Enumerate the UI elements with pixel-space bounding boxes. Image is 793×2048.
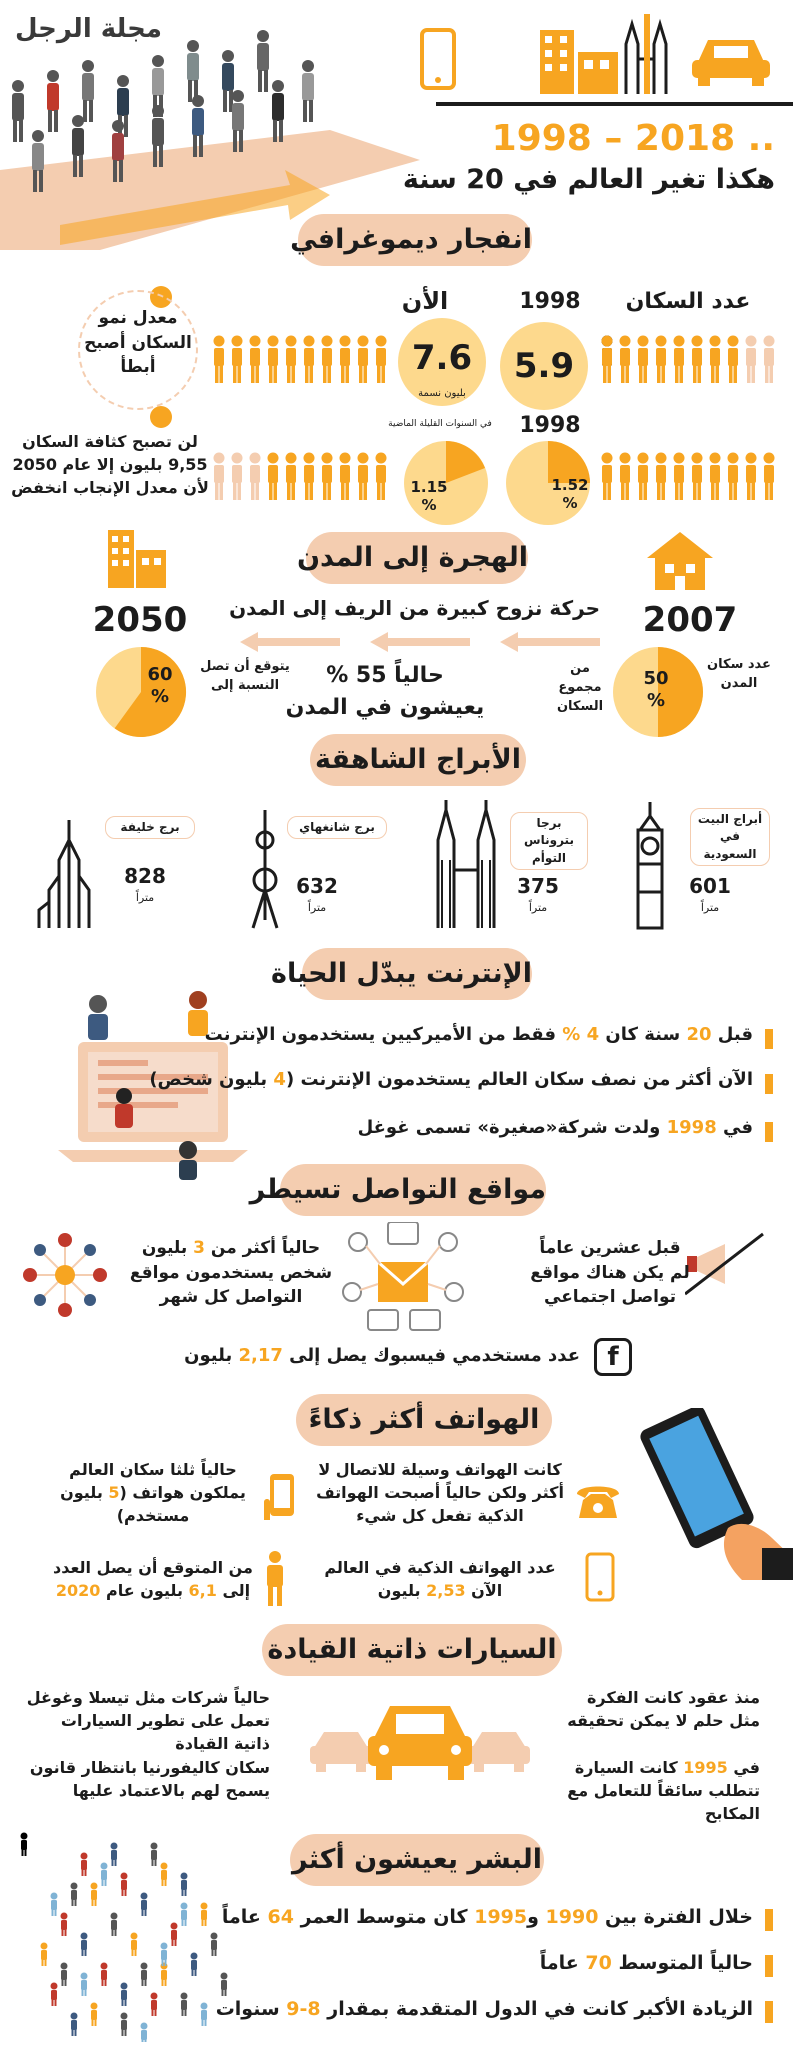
growth-note: معدل نمو السكان أصبح أبطأ	[84, 308, 192, 378]
population-people-now	[212, 335, 392, 385]
phones-ownership-note: حالياً ثلثا سكان العالم يملكون هواتف (5 بليون مستخدم)	[60, 1460, 246, 1526]
lifespan-line-2: حالياً المتوسط 70 عاماً	[539, 1952, 753, 1974]
growth-people-now	[212, 452, 392, 502]
tower-item-petronas	[428, 800, 588, 930]
shanghai-tower-icon	[245, 810, 285, 930]
population-people-1998	[600, 335, 780, 385]
logo-text: مجلة الرجل	[14, 14, 162, 44]
city-population-label: عدد سكان المدن	[707, 657, 771, 691]
section-title-cars: السيارات ذاتية القيادة	[262, 1624, 562, 1676]
tower-height: 375	[517, 874, 559, 898]
section-title-towers: الأبراج الشاهقة	[310, 734, 526, 786]
year-1998-label: 1998	[519, 289, 581, 314]
now-label: الأن	[401, 287, 449, 315]
density-note-dot	[150, 406, 172, 428]
tower-item-shanghai	[245, 800, 395, 930]
of-total-label: من مجموع السكان	[556, 661, 604, 714]
person-icon	[262, 1550, 288, 1606]
city-buildings-icon	[108, 530, 166, 588]
section-title-lifespan: البشر يعيشون أكثر	[290, 1834, 544, 1886]
tower-item-burj-khalifa	[35, 800, 195, 930]
city-share-2007-value: 50 %	[643, 668, 669, 711]
hand-phone-icon	[262, 1472, 302, 1524]
header-divider	[436, 102, 793, 106]
petronas-towers-icon	[428, 800, 504, 930]
burj-khalifa-icon	[35, 820, 99, 930]
section-title-social: مواقع التواصل تسيطر	[280, 1164, 546, 1216]
expected-share-label: يتوقع أن تصل النسبة إلى	[200, 659, 290, 693]
phone-icon	[420, 28, 456, 90]
self-driving-cars-illustration	[310, 1698, 530, 1794]
growth-rate-recent-value: 1.15 %	[410, 478, 448, 514]
population-unit: بليون نسمة	[418, 388, 466, 399]
smartphone-icon	[585, 1552, 615, 1602]
tower-unit: متراً	[700, 901, 720, 914]
social-media-illustration	[338, 1222, 468, 1332]
growth-people-1998	[600, 452, 780, 502]
phones-count-note: عدد الهواتف الذكية في العالم الآن 2,53 بليون	[324, 1558, 556, 1601]
density-note: لن تصبح كثافة السكان 9,55 بليون إلا عام 2050 لأن معدل الإنجاب انخفض	[11, 432, 209, 498]
migration-year-start: 2007	[642, 600, 738, 640]
lifespan-bullet-2	[765, 1955, 773, 1977]
smartphone-hand-illustration	[632, 1408, 793, 1580]
tower-unit: متراً	[528, 901, 548, 914]
section-title-phones: الهواتف أكثر ذكاءً	[296, 1394, 552, 1446]
section-title-demographics: انفجار ديموغرافي	[298, 214, 532, 266]
phones-expected-note: من المتوقع أن يصل العدد إلى 6,1 بليون عام 2020	[53, 1558, 253, 1601]
tower-item-abraj	[630, 800, 770, 930]
population-now-circle	[398, 318, 486, 406]
tower-unit: متراً	[307, 901, 327, 914]
lifespan-bullet-3	[765, 2001, 773, 2023]
tower-unit: متراً	[135, 891, 155, 904]
cars-1995-note: في 1995 كانت السيارة تتطلب سائقاً للتعامل مع المكابح	[567, 1758, 760, 1824]
header-years: 1998 – 2018 ..	[491, 118, 775, 159]
internet-bullet-3	[765, 1122, 773, 1142]
population-1998-circle	[500, 322, 588, 410]
social-network-icon	[22, 1232, 108, 1318]
internet-bullet-2	[765, 1074, 773, 1094]
lifespan-line-3: الزيادة الأكبر كانت في الدول المتقدمة بمقدار 8-9 سنوات	[215, 1998, 753, 2020]
growth-rate-1998-value: 1.52 %	[551, 476, 589, 512]
cars-companies-note: حالياً شركات مثل تيسلا وغوغل تعمل على تطوير السيارات ذاتية القيادة	[26, 1688, 270, 1754]
section-title-migration: الهجرة إلى المدن	[306, 532, 528, 584]
internet-line-1: قبل 20 سنة كان 4 % فقط من الأميركيين يستخدمون الإنترنت	[204, 1024, 753, 1045]
internet-line-3: في 1998 ولدت شركة«صغيرة» تسمى غوغل	[357, 1117, 753, 1138]
internet-bullet-1	[765, 1029, 773, 1049]
header-subtitle: هكذا تغير العالم في 20 سنة	[402, 164, 775, 195]
facebook-icon: f	[594, 1338, 632, 1376]
migration-year-end: 2050	[92, 600, 188, 640]
year-1998-label-b: 1998	[519, 413, 581, 438]
landline-phone-icon	[575, 1480, 621, 1520]
clock-tower-icon	[630, 800, 670, 930]
tower-height: 828	[124, 864, 166, 888]
buildings-icon	[540, 30, 620, 94]
tower-name: أبراج البيت في السعودية	[690, 808, 770, 866]
tower-name: برج خليفة	[105, 816, 195, 839]
migration-headline: حركة نزوح كبيرة من الريف إلى المدن	[229, 596, 600, 620]
tower-name: برجا بتروناس التوأم	[510, 812, 588, 870]
internet-line-2: الآن أكثر من نصف سكان العالم يستخدمون الإنترنت (4 بليون شخص)	[149, 1069, 753, 1090]
car-icon	[690, 32, 772, 88]
migration-arrows	[240, 630, 600, 654]
population-1998-value: 5.9	[513, 346, 575, 386]
social-now-note: حالياً أكثر من 3 بليون شخص يستخدمون مواقع التواصل كل شهر	[129, 1238, 333, 1308]
tower-icon	[618, 14, 676, 94]
tower-height: 632	[296, 874, 338, 898]
lifespan-bullet-1	[765, 1909, 773, 1931]
recent-years-label: في السنوات القليلة الماضية	[388, 419, 492, 429]
cars-decades-note: منذ عقود كانت الفكرة مثل حلم لا يمكن تحقيقه	[567, 1688, 760, 1731]
migration-now-note: حالياً 55 % يعيشون في المدن	[285, 663, 485, 720]
no-megaphone-icon	[685, 1232, 765, 1296]
tower-height: 601	[689, 874, 731, 898]
population-now-value: 7.6	[411, 338, 473, 378]
facebook-users: عدد مستخدمي فيسبوك يصل إلى 2,17 بليون	[184, 1345, 580, 1366]
cars-california-note: سكان كاليفورنيا بانتظار قانون يسمح لهم بالاعتماد عليها	[29, 1758, 270, 1801]
house-icon	[645, 530, 715, 592]
section-title-internet: الإنترنت يبدّل الحياة	[302, 948, 532, 1000]
city-share-2050-value: 60 %	[147, 664, 173, 707]
social-past-note: قبل عشرين عاماً لم يكن هناك مواقع تواصل اجتماعي	[530, 1238, 690, 1308]
population-label: عدد السكان	[625, 289, 751, 314]
phones-past-note: كانت الهواتف وسيلة للاتصال لا أكثر ولكن حالياً أصبحت الهواتف الذكية تفعل كل شيء	[316, 1460, 564, 1526]
tower-name: برج شانغهاي	[287, 816, 387, 839]
lifespan-line-1: خلال الفترة بين 1990 و1995 كان متوسط العمر 64 عاماً	[221, 1906, 753, 1928]
